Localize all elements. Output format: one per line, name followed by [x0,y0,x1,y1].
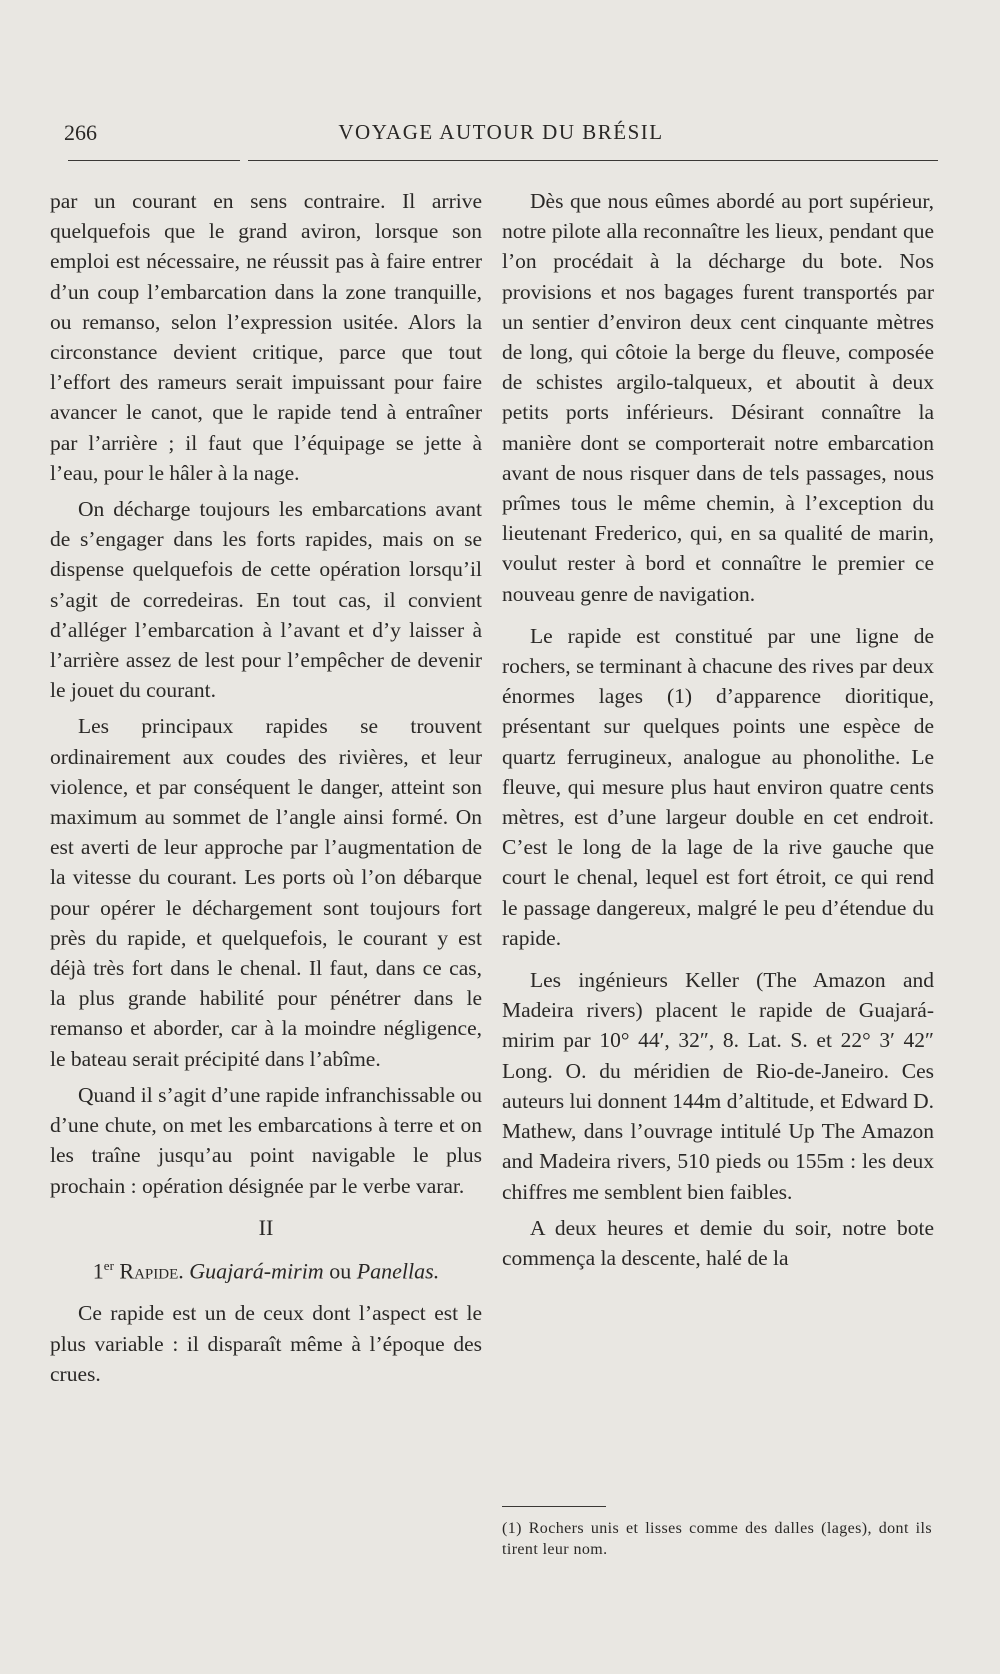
section-number: II [258,1214,274,1240]
subheading-number: 1 [92,1258,104,1284]
paragraph: Le rapide est constitué par une ligne de rochers, se terminant à chacune des rives par deux énormes lages (1) d’apparence dioritique, présentant sur quelques points une espèce de quartz ferrugineux, analogue au phonolithe. Le fleuve, qui mesure plus haut environ quatre cents mètres, est d’une largeur double en cet endroit. C’est le long de la lage de la rive gauche que court le chenal, lequel est fort étroit, ce qui rend le passage dangereux, malgré le peu d’étendue du rapide. [502,623,934,950]
paragraph: Les ingénieurs Keller (The Amazon and Madeira rivers) placent le rapide de Guajará-mirim par 10° 44′, 32″, 8. Lat. S. et 22° 3′ 42″ Long. O. du méridien de Rio-de-Janeiro. Ces auteurs lui donnent 144m d’altitude, et Edward D. Mathew, dans l’ouvrage intitulé Up The Amazon and Madeira rivers, 510 pieds ou 155m : les deux chiffres me semblent bien faibles. [502,968,934,1204]
footnote-rule [502,1506,606,1507]
left-column [50,186,482,1389]
paragraph: A deux heures et demie du soir, notre bote commença la descente, halé de la [502,1215,934,1270]
subheading-name-1: Guajará-mirim [189,1258,324,1284]
right-column [502,186,934,1273]
header-rule-short [68,160,240,161]
page-header [62,116,940,150]
paragraph: Quand il s’agit d’une rapide infranchissable ou d’une chute, on met les embarcations à terre et on les traîne jusqu’au point navigable le plus prochain : opération désignée par le verbe varar. [50,1082,482,1198]
paragraph: On décharge toujours les embarcations avant de s’engager dans les forts rapides, mais on se dispense quelquefois de cette opération lorsqu’il s’agit de corredeiras. En tout cas, il convient d’alléger l’embarcation à l’avant et d’y laisser à l’arrière assez de lest pour l’empêcher de devenir le jouet du courant. [50,497,482,703]
section-subheading [50,1251,482,1287]
header-rule-long [248,160,938,161]
paragraph: Ce rapide est un de ceux dont l’aspect est le plus variable : il disparaît même à l’époque des crues. [50,1301,482,1386]
paragraph: Dès que nous eûmes abordé au port supérieur, notre pilote alla reconnaître les lieux, pendant que l’on procédait à la décharge du bote. Nos provisions et nos bagages furent transportés par un sentier d’environ deux cent cinquante mètres de long, qui côtoie la berge du fleuve, composée de schistes argilo-talqueux, et aboutit à deux petits ports inférieurs. Désirant connaître la manière dont se comporterait notre embarcation avant de nous risquer dans de tels passages, nous prîmes tous le même chemin, à l’exception du lieutenant Frederico, qui, en sa qualité de marin, voulut rester à bord et connaître le premier ce nouveau genre de navigation. [502,189,934,606]
subheading-word: Rapide. [119,1258,184,1284]
subheading-name-2: Panellas. [356,1258,440,1284]
subheading-ordinal: er [103,1257,114,1273]
paragraph: Les principaux rapides se trouvent ordinairement aux coudes des rivières, et leur violence, et par conséquent le danger, atteint son maximum au sommet de l’angle ainsi formé. On est averti de leur approche par l’augmentation de la vitesse du courant. Les ports où l’on débarque pour opérer le déchargement sont toujours fort près du rapide, et quelquefois, le courant y est déjà très fort dans le chenal. Il faut, dans ce cas, la plus grande habilité pour pénétrer dans le remanso et aborder, car à la moindre négligence, le bateau serait précipité dans l’abîme. [50,714,482,1071]
subheading-or: ou [323,1258,357,1284]
page-number: 266 [64,120,97,145]
footnote: (1) Rochers unis et lisses comme des dalles (lages), dont ils tirent leur nom. [502,1520,932,1558]
paragraph: par un courant en sens contraire. Il arrive quelquefois que le grand aviron, lorsque son emploi est nécessaire, ne réussit pas à faire entrer d’un coup l’embarcation dans la zone tranquille, ou remanso, selon l’expression usitée. Alors la circonstance devient critique, parce que tout l’effort des rameurs serait impuissant pour faire avancer le canot, que le rapide tend à entraîner par l’arrière ; il faut que l’équipage se jette à l’eau, pour le hâler à la nage. [50,189,482,485]
running-title: VOYAGE AUTOUR DU BRÉSIL [338,120,664,144]
